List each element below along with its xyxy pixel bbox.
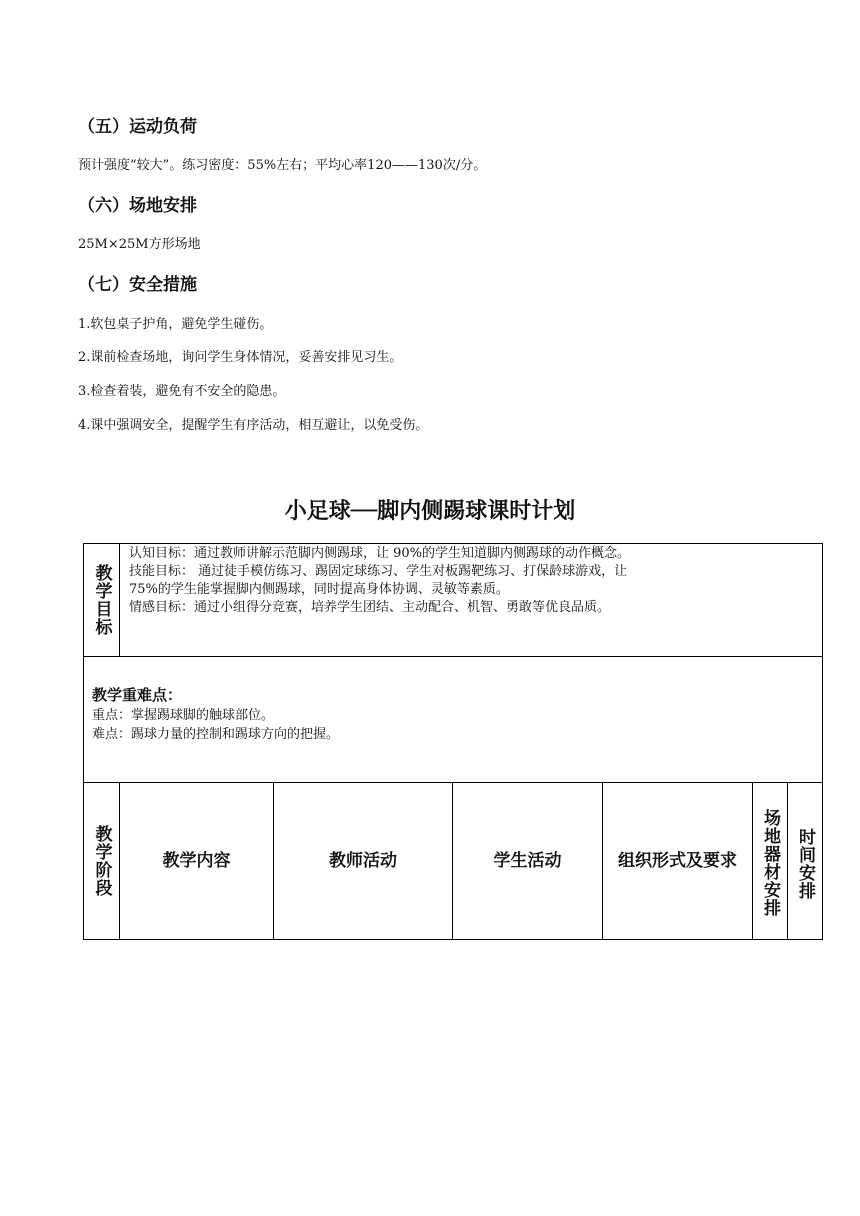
section-heading-venue: （六）场地安排: [78, 196, 197, 216]
col-time: 时间安排: [795, 827, 815, 900]
goal-skill-cont: 75%的学生能掌握脚内侧踢球，同时提高身体协调、灵敏等素质。: [129, 582, 509, 597]
col-teacher: 教师活动: [329, 851, 397, 871]
col-stage: 教学阶段: [91, 825, 112, 897]
col-content-cell: [120, 783, 274, 940]
section-heading-safety: （七）安全措施: [78, 275, 197, 295]
difficulty-cell: [84, 657, 823, 783]
goal-affective: 情感目标：通过小组得分竞赛，培养学生团结、主动配合、机智、勇敢等优良品质。: [129, 600, 611, 615]
load-text: 预计强度“较大”。练习密度：55%左右；平均心率120——130次/分。: [78, 158, 487, 173]
lesson-plan-table: [83, 543, 823, 940]
col-content: 教学内容: [162, 851, 231, 871]
safety-item: 3.检查着装，避免有不安全的隐患。: [78, 384, 286, 399]
col-student: 学生活动: [493, 851, 562, 871]
plan-title: 小足球──脚内侧踢球课时计划: [284, 499, 576, 524]
col-time-cell: [788, 783, 823, 940]
goals-label: 教学目标: [91, 564, 112, 636]
col-equipment: 场地器材安排: [760, 808, 780, 917]
col-equipment-cell: [753, 783, 788, 940]
difficulty-title: 教学重难点：: [92, 686, 183, 704]
goal-skill: 技能目标： 通过徒手模仿练习、踢固定球练习、学生对板踢靶练习、打保龄球游戏，让: [129, 564, 628, 579]
goals-row: [84, 544, 823, 657]
goals-cell: [120, 544, 823, 657]
safety-item: 1.软包桌子护角，避免学生碰伤。: [78, 317, 273, 332]
difficulty-row: [84, 657, 823, 783]
key-point: 重点：掌握踢球脚的触球部位。: [92, 708, 275, 723]
hard-point: 难点：踢球力量的控制和踢球方向的把握。: [92, 727, 340, 742]
column-header-row: [84, 783, 823, 940]
col-stage-cell: [84, 783, 120, 940]
safety-item: 4.课中强调安全，提醒学生有序活动，相互避让，以免受伤。: [78, 418, 429, 433]
venue-text: 25M×25M方形场地: [78, 237, 201, 252]
goals-label-cell: [84, 544, 120, 657]
safety-item: 2.课前检查场地，询问学生身体情况，妥善安排见习生。: [78, 350, 403, 365]
section-heading-load: （五）运动负荷: [78, 117, 197, 137]
col-teacher-cell: [274, 783, 453, 940]
col-student-cell: [453, 783, 603, 940]
goal-cognitive: 认知目标：通过教师讲解示范脚内侧踢球，让 90%的学生知道脚内侧踢球的动作概念。: [129, 546, 631, 561]
col-organization-cell: [603, 783, 753, 940]
col-organization: 组织形式及要求: [618, 851, 737, 871]
